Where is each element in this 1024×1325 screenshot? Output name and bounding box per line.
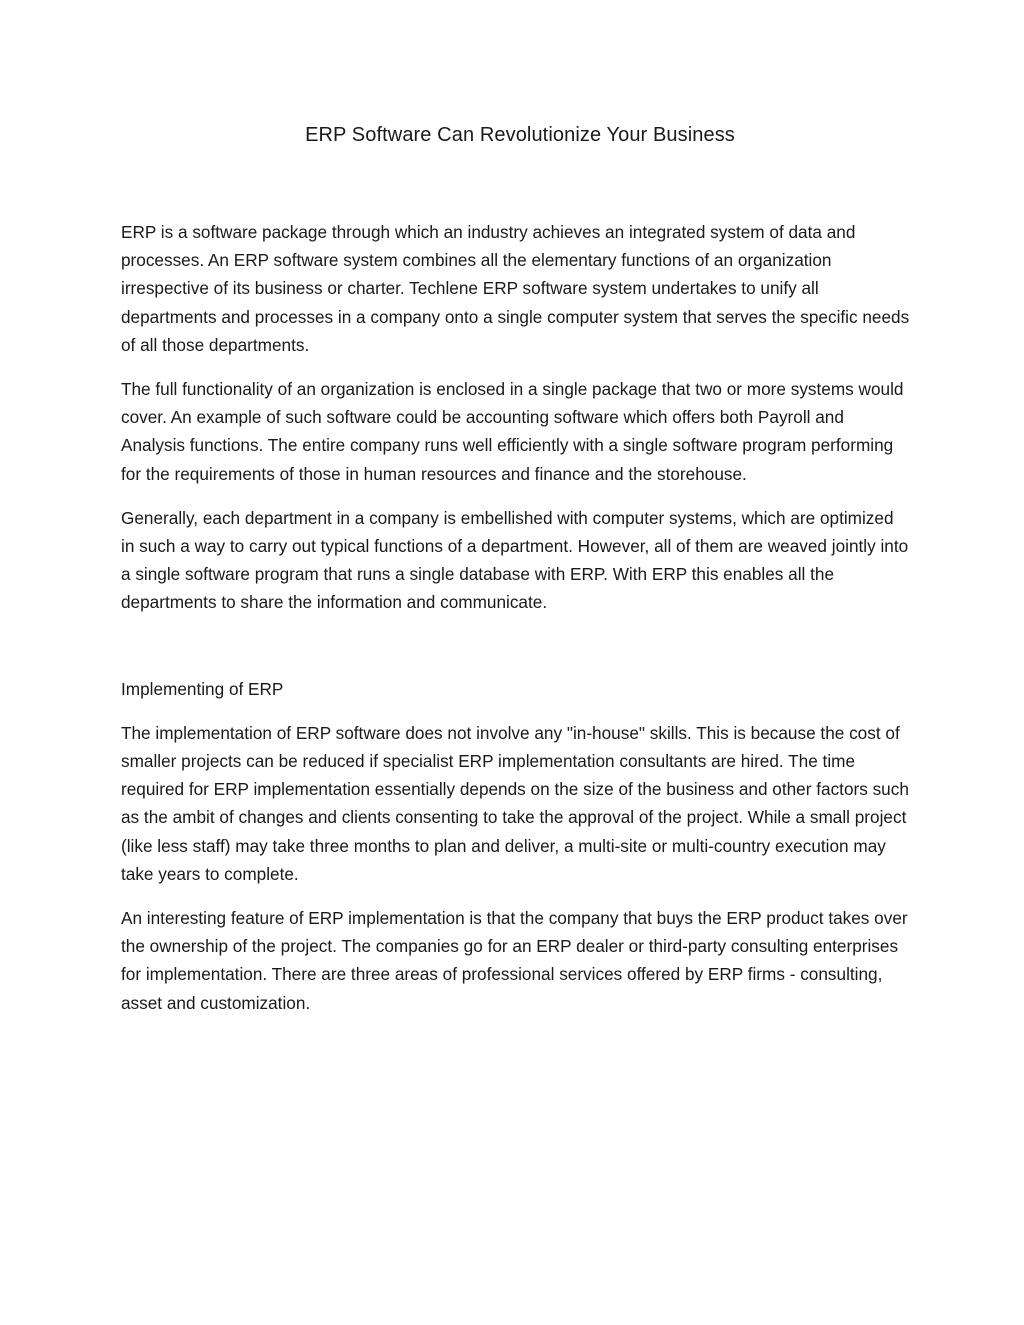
paragraph: An interesting feature of ERP implementation is that the company that buys the ERP product takes over the ownership of the project. The companies go for an ERP dealer or third-party consulting enterprises for implementation. There are three areas of professional services offered by ERP firms - consulting, asset and customization. [121, 908, 908, 1013]
paragraph: The implementation of ERP software does not involve any "in-house" skills. This is because the cost of smaller projects can be reduced if specialist ERP implementation consultants are hired. The time required for ERP implementation essentially depends on the size of the business and other factors such as the ambit of changes and clients consenting to take the approval of the project. While a small project (like less staff) may take three months to plan and deliver, a multi-site or multi-country execution may take years to complete. [121, 722, 909, 884]
section-heading: Implementing of ERP [121, 678, 284, 699]
paragraph: ERP is a software package through which an industry achieves an integrated system of data and processes. An ERP software system combines all the elementary functions of an organization irrespective of its business or charter. Techlene ERP software system undertakes to unify all departments and processes in a company onto a single computer system that serves the specific needs of all those departments. [121, 222, 910, 355]
section-spacer [121, 633, 911, 675]
paragraph: The full functionality of an organization is enclosed in a single package that two or more systems would cover. An example of such software could be accounting software which offers both Payroll and Analysis functions. The entire company runs well efficiently with a single software program performing for the requirements of those in human resources and finance and the storehouse. [121, 379, 904, 484]
document-title: ERP Software Can Revolutionize Your Business [305, 124, 735, 146]
paragraph: Generally, each department in a company is embellished with computer systems, which are optimized in such a way to carry out typical functions of a department. However, all of them are weaved jointly into a single software program that runs a single database with ERP. With ERP this enables all the departments to share the information and communicate. [121, 507, 909, 613]
document-body [121, 218, 911, 1033]
